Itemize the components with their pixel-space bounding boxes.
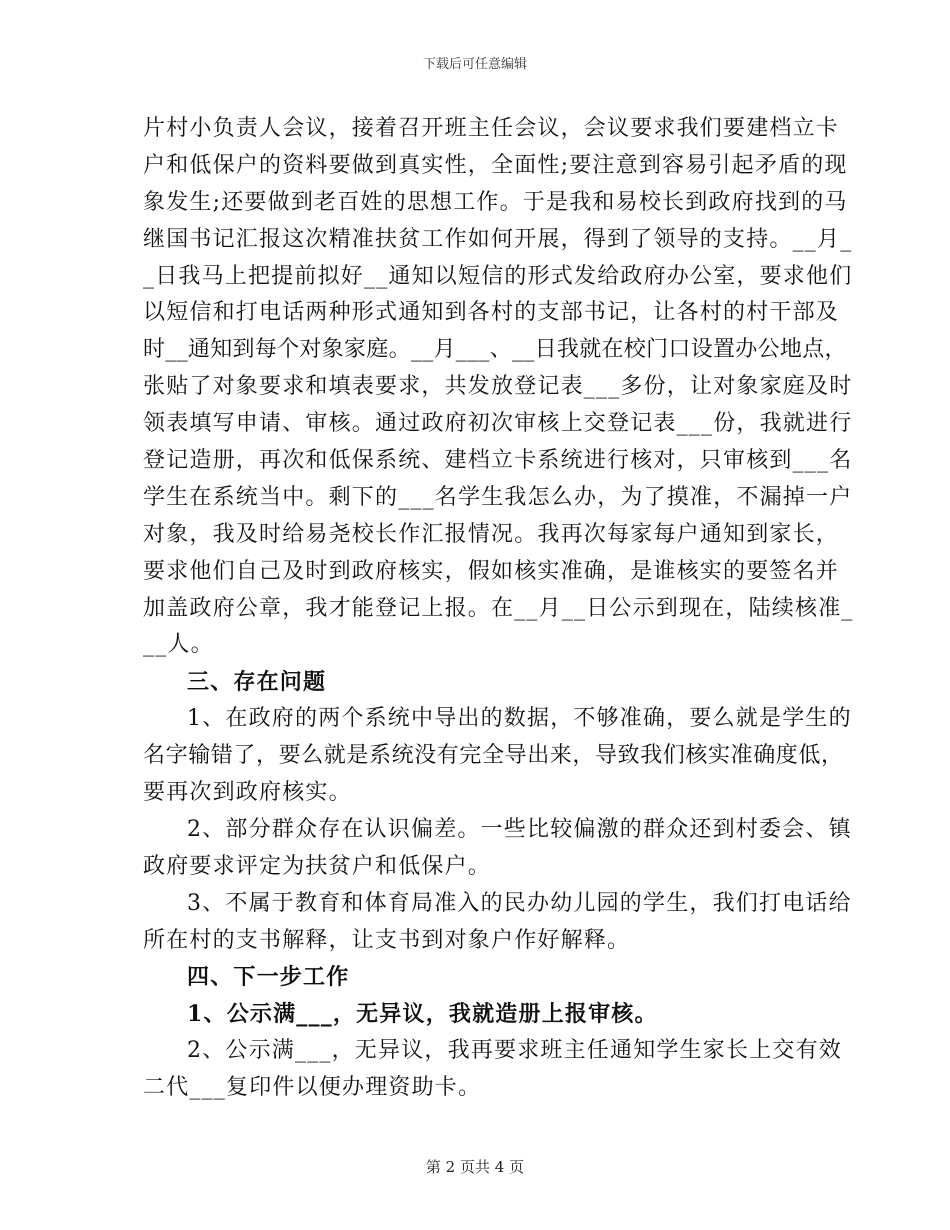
text-line: 加盖政府公章，我才能登记上报。在__月__日公示到现在，陆续核准_ — [143, 595, 854, 621]
page-header: 下载后可任意编辑 — [422, 57, 527, 72]
text-line: 名字输错了，要么就是系统没有完全导出来，导致我们核实准确度低， — [143, 743, 844, 769]
text-line: 要求他们自己及时到政府核实，假如核实准确，是谁核实的要签名并 — [143, 558, 840, 584]
text-line: __人。 — [143, 632, 214, 658]
text-line: 象发生;还要做到老百姓的思想工作。于是我和易校长到政府找到的马 — [143, 189, 848, 215]
text-line: 时__通知到每个对象家庭。__月___、__日我就在校门口设置办公地点， — [143, 337, 847, 363]
text-line: 所在村的支书解释，让支书到对象户作好解释。 — [143, 927, 631, 953]
text-line: 要再次到政府核实。 — [143, 780, 352, 806]
text-line: _日我马上把提前拟好__通知以短信的形式发给政府办公室，要求他们 — [143, 263, 853, 289]
text-line: 片村小负责人会议，接着召开班主任会议，会议要求我们要建档立卡 — [143, 116, 840, 141]
text-line: 二代___复印件以便办理资助卡。 — [143, 1075, 482, 1101]
page-footer: 第 2 页共 4 页 — [425, 1158, 525, 1176]
text-line: 登记造册，再次和低保系统、建档立卡系统进行核对，只审核到___名 — [143, 448, 853, 474]
text-line: 2、公示满___，无异议，我再要求班主任通知学生家长上交有效 — [187, 1038, 842, 1064]
section-heading-next-steps: 四、下一步工作 — [187, 964, 350, 991]
text-line: 学生在系统当中。剩下的___名学生我怎么办，为了摸准，不漏掉一户 — [143, 484, 853, 510]
text-line: 3、不属于教育和体育局准入的民办幼儿园的学生，我们打电话给 — [187, 890, 852, 916]
text-line: 以短信和打电话两种形式通知到各村的支部书记，让各村的村干部及 — [143, 300, 840, 326]
text-line: 2、部分群众存在认识偏差。一些比较偏激的群众还到村委会、镇 — [187, 816, 852, 842]
text-line: 张贴了对象要求和填表要求，共发放登记表___多份，让对象家庭及时 — [143, 374, 853, 400]
text-line: 继国书记汇报这次精准扶贫工作如何开展，得到了领导的支持。__月_ — [143, 226, 853, 252]
text-line-bold: 1、公示满___，无异议，我就造册上报审核。 — [187, 1001, 658, 1028]
text-line: 政府要求评定为扶贫户和低保户。 — [143, 853, 492, 879]
text-line: 领表填写申请、审核。通过政府初次审核上交登记表___份，我就进行 — [143, 411, 853, 437]
text-line: 1、在政府的两个系统中导出的数据，不够准确，要么就是学生的 — [187, 706, 852, 732]
document-body — [143, 111, 854, 1107]
text-line: 户和低保户的资料要做到真实性，全面性;要注意到容易引起矛盾的现 — [143, 152, 848, 178]
text-line: 对象，我及时给易尧校长作汇报情况。我再次每家每户通知到家长， — [143, 521, 840, 547]
section-heading-problems: 三、存在问题 — [187, 669, 327, 696]
